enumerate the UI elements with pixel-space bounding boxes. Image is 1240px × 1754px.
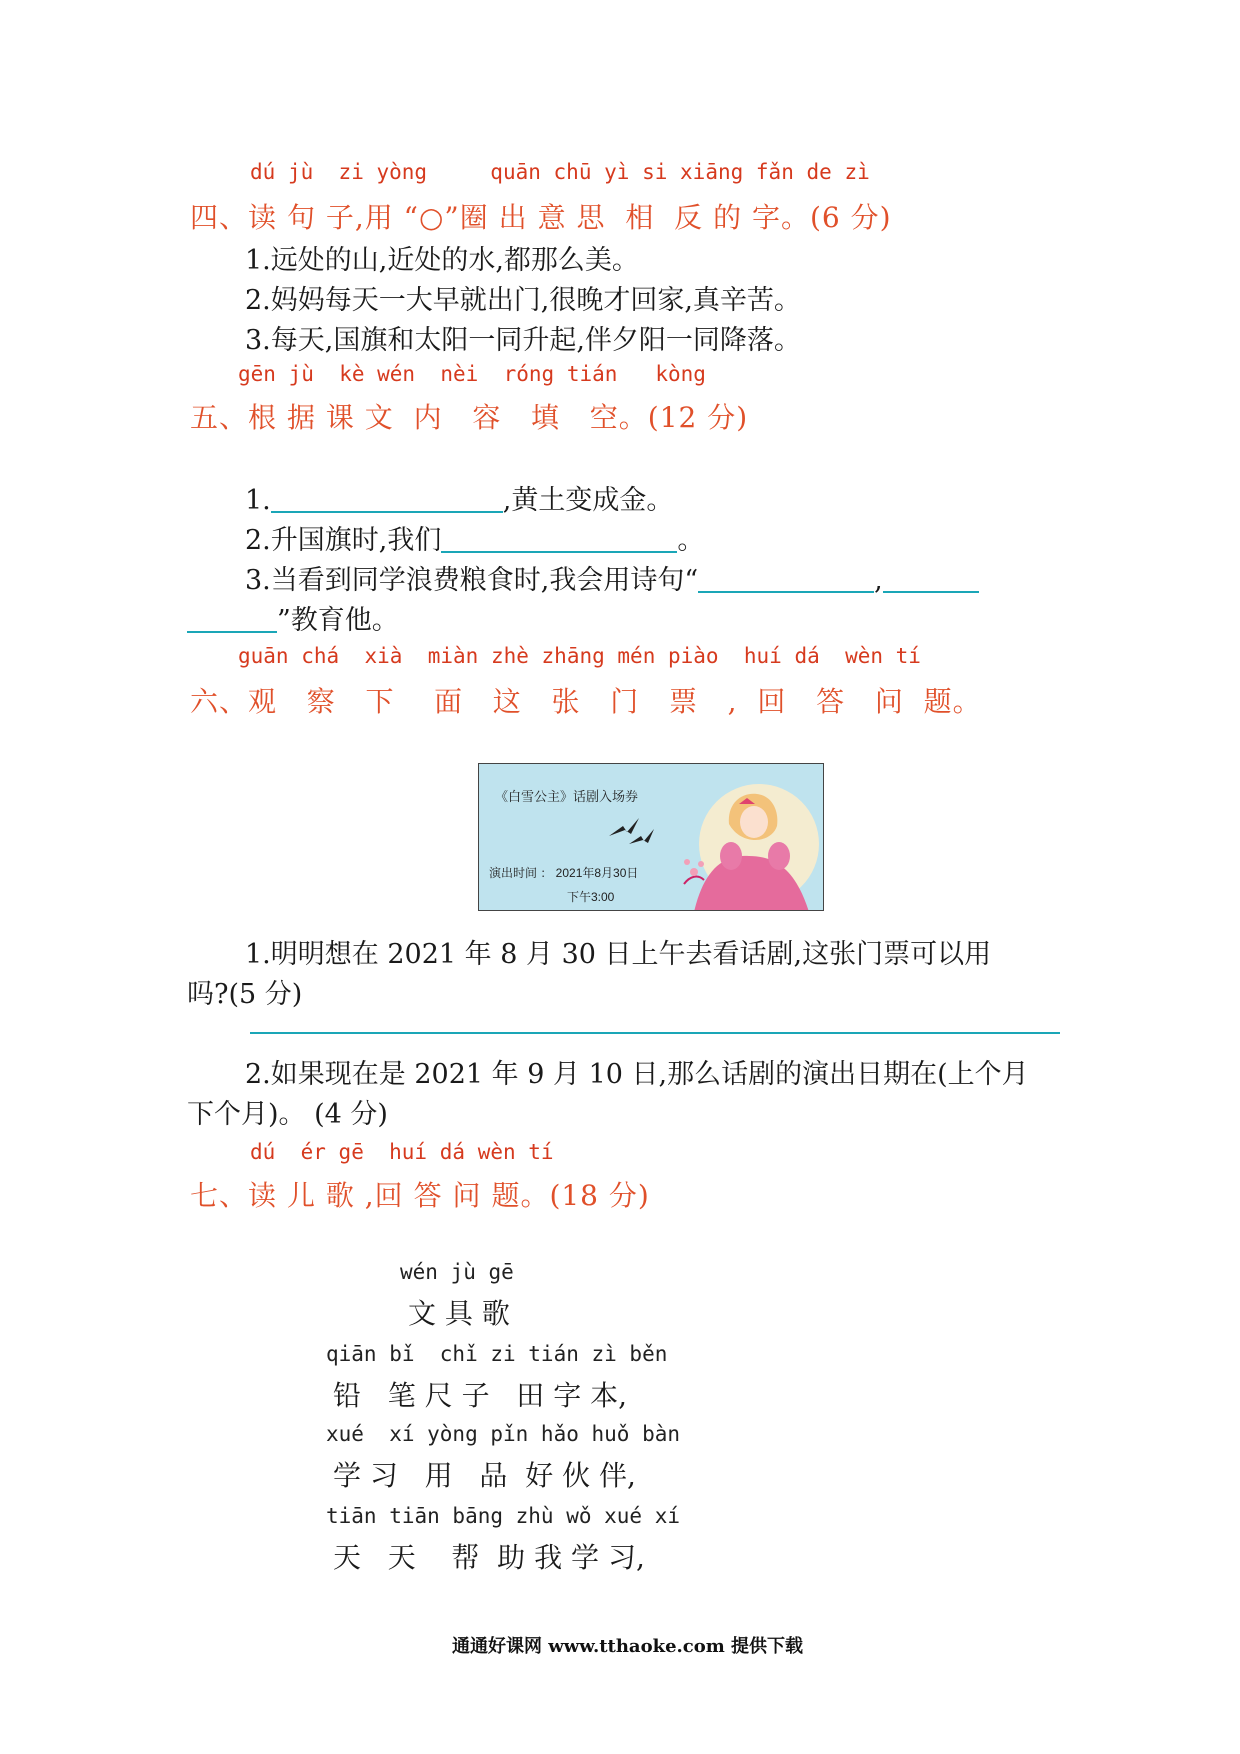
ticket-pm: 下午3:00 bbox=[567, 890, 615, 904]
poem-line1-pinyin: qiān bǐ chǐ zi tián zì běn bbox=[326, 1342, 668, 1366]
ticket-time: 演出时间 ： 2021年8月30日 bbox=[489, 866, 639, 880]
section7-pinyin: dú ér gē huí dá wèn tí bbox=[250, 1140, 554, 1164]
poem-line3-pinyin: tiān tiān bāng zhù wǒ xué xí bbox=[326, 1504, 681, 1528]
section6-q2-line1: 2.如果现在是 2021 年 9 月 10 日,那么话剧的演出日期在(上个月 bbox=[245, 1059, 1029, 1090]
ticket-title: 《白雪公主》话剧入场券 bbox=[495, 789, 639, 804]
poem-line-3: 天 天 帮 助 我 学 习, bbox=[333, 1541, 645, 1574]
section4-pinyin: dú jù zi yòng quān chū yì si xiāng fǎn de zì bbox=[250, 160, 870, 184]
section5-item-3-cont: ”教育他。 bbox=[187, 598, 399, 637]
section6-pinyin: guān chá xià miàn zhè zhāng mén piào huí dá wèn tí bbox=[238, 644, 921, 668]
section5-item-2: 2.升国旗时,我们 。 bbox=[245, 525, 705, 556]
section6-heading: 六、观 察 下 面 这 张 门 票 , 回 答 问 题。 bbox=[190, 685, 982, 718]
footer-watermark: 通通好课网 www.tthaoke.com 提供下载 bbox=[452, 1636, 804, 1657]
section6-q1-line2: 吗?(5 分) bbox=[187, 979, 303, 1010]
section5-pinyin: gēn jù kè wén nèi róng tián kòng bbox=[238, 362, 706, 386]
fill-blank-2[interactable] bbox=[441, 525, 677, 553]
section6-q2-line2: 下个月)。 (4 分) bbox=[187, 1099, 388, 1130]
poem-line2-pinyin: xué xí yòng pǐn hǎo huǒ bàn bbox=[326, 1422, 681, 1446]
poem-line-1: 铅 笔 尺 子 田 字 本, bbox=[333, 1379, 628, 1412]
poem-title: 文 具 歌 bbox=[408, 1297, 510, 1330]
section5-item-1: 1. ,黄土变成金。 bbox=[245, 485, 674, 516]
section4-item-3: 3.每天,国旗和太阳一同升起,伴夕阳一同降落。 bbox=[245, 325, 801, 356]
fill-blank-1[interactable] bbox=[271, 485, 503, 513]
section4-heading: 四、读 句 子,用 “○”圈 出 意 思 相 反 的 字。(6 分) bbox=[190, 201, 892, 234]
poem-line-2: 学 习 用 品 好 伙 伴, bbox=[333, 1459, 636, 1492]
answer-line-q1[interactable] bbox=[250, 1012, 1060, 1034]
section6-q1-line1: 1.明明想在 2021 年 8 月 30 日上午去看话剧,这张门票可以用 bbox=[245, 939, 992, 970]
fill-blank-3b[interactable] bbox=[883, 565, 979, 593]
fill-blank-3a[interactable] bbox=[698, 565, 874, 593]
section7-heading: 七、读 儿 歌 ,回 答 问 题。(18 分) bbox=[190, 1179, 650, 1212]
fill-blank-3c[interactable] bbox=[187, 605, 277, 633]
section5-heading: 五、根 据 课 文 内 容 填 空。(12 分) bbox=[190, 401, 749, 434]
section4-item-2: 2.妈妈每天一大早就出门,很晚才回家,真辛苦。 bbox=[245, 285, 801, 316]
ticket-image bbox=[478, 763, 824, 911]
poem-title-pinyin: wén jù gē bbox=[400, 1260, 514, 1284]
section4-item-1: 1.远处的山,近处的水,都那么美。 bbox=[245, 245, 639, 276]
section5-item-3: 3.当看到同学浪费粮食时,我会用诗句“ , bbox=[245, 558, 979, 597]
